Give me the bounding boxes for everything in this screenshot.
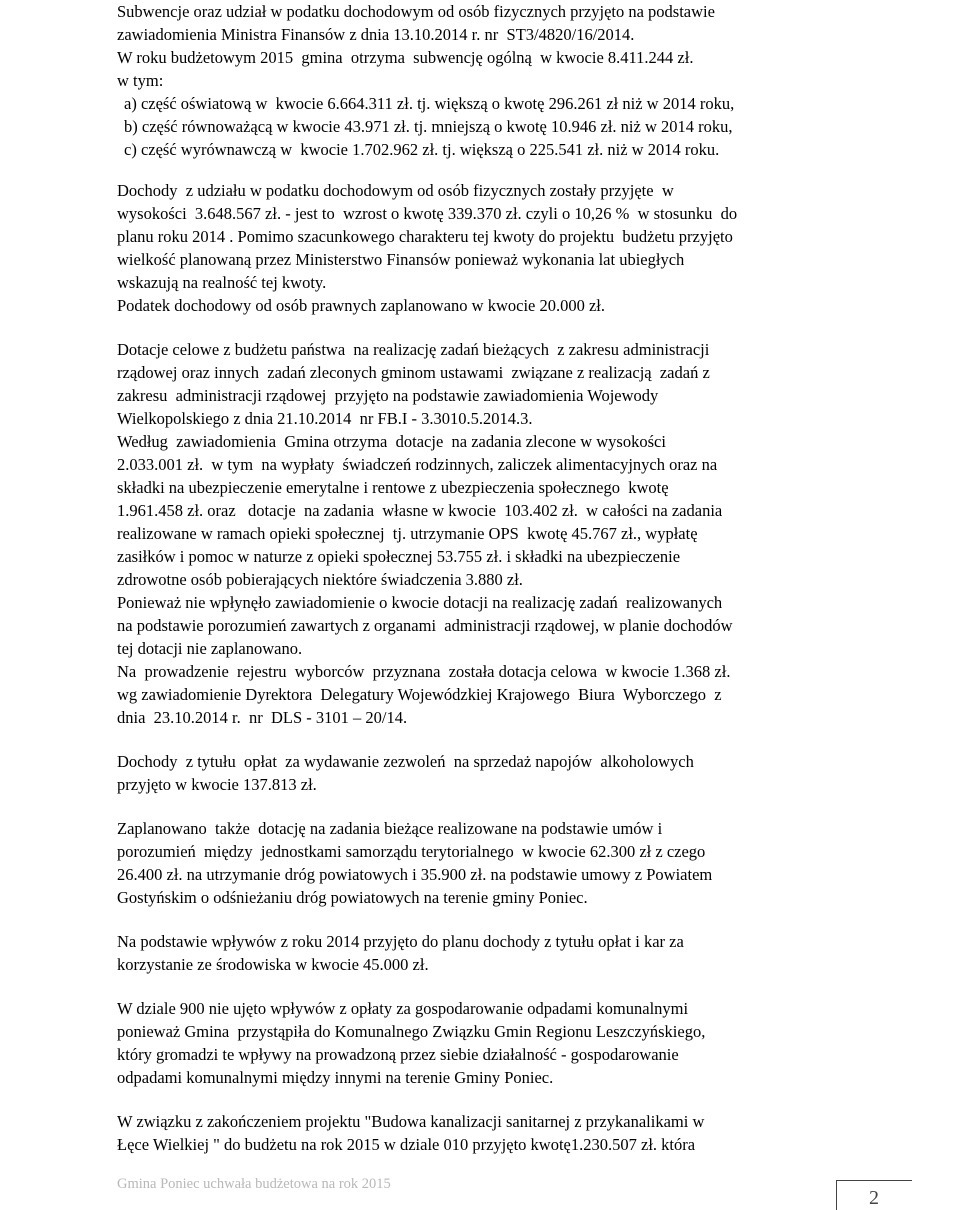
page-number: 2 [836,1180,912,1210]
footer-text: Gmina Poniec uchwała budżetowa na rok 2015 [117,1176,391,1192]
text-line: Wielkopolskiego z dnia 21.10.2014 nr FB.I - 3.3010.5.2014.3. [117,409,533,428]
text-line: 2.033.001 zł. w tym na wypłaty świadczeń rodzinnych, zaliczek alimentacyjnych oraz na [117,455,718,474]
text-line: 26.400 zł. na utrzymanie dróg powiatowych i 35.900 zł. na podstawie umowy z Powiatem [117,865,713,884]
text-line: realizowane w ramach opieki społecznej tj. utrzymanie OPS kwotę 45.767 zł., wypłatę [117,524,698,543]
text-line: Podatek dochodowy od osób prawnych zaplanowano w kwocie 20.000 zł. [117,296,606,315]
text-line: W dziale 900 nie ujęto wpływów z opłaty za gospodarowanie odpadami komunalnymi [117,999,689,1018]
paragraph-dochody-podatek [117,179,847,317]
text-line: na podstawie porozumień zawartych z organami administracji rządowej, w planie dochodów [117,616,733,635]
text-line: Łęce Wielkiej " do budżetu na rok 2015 w dziale 010 przyjęto kwotę1.230.507 zł. która [117,1135,696,1154]
text-line: przyjęto w kwocie 137.813 zł. [117,775,317,794]
text-line: dnia 23.10.2014 r. nr DLS - 3101 – 20/14. [117,708,408,727]
text-line: Ponieważ nie wpłynęło zawiadomienie o kwocie dotacji na realizację zadań realizowanych [117,593,723,612]
text-line: wg zawiadomienie Dyrektora Delegatury Wojewódzkiej Krajowego Biura Wyborczego z [117,685,722,704]
text-line: zasiłków i pomoc w naturze z opieki społecznej 53.755 zł. i składki na ubezpieczenie [117,547,681,566]
text-line: Subwencje oraz udział w podatku dochodowym od osób fizycznych przyjęto na podstawie [117,2,715,21]
text-line: zakresu administracji rządowej przyjęto na podstawie zawiadomienia Wojewody [117,386,659,405]
paragraph-dotacje-celowe [117,338,847,729]
text-line: 1.961.458 zł. oraz dotacje na zadania własne w kwocie 103.402 zł. w całości na zadania [117,501,723,520]
text-line: Dotacje celowe z budżetu państwa na realizację zadań bieżących z zakresu administracji [117,340,710,359]
paragraph-oplaty-alkohol [117,750,847,796]
list-item: a) część oświatową w kwocie 6.664.311 zł. tj. większą o kwotę 296.261 zł niż w 2014 roku, [124,94,735,113]
text-line: odpadami komunalnymi między innymi na terenie Gminy Poniec. [117,1068,554,1087]
paragraph-dotacja-biezaca [117,817,847,909]
text-line: W związku z zakończeniem projektu "Budowa kanalizacji sanitarnej z przykanalikami w [117,1112,705,1131]
text-line: Gostyńskim o odśnieżaniu dróg powiatowych na terenie gminy Poniec. [117,888,588,907]
text-line: wskazują na realność tej kwoty. [117,273,327,292]
text-line: rządowej oraz innych zadań zleconych gminom ustawami związane z realizacją zadań z [117,363,710,382]
paragraph-kanalizacja [117,1110,847,1156]
text-line: zawiadomienia Ministra Finansów z dnia 13.10.2014 r. nr ST3/4820/16/2014. [117,25,635,44]
text-line: Na podstawie wpływów z roku 2014 przyjęto do planu dochody z tytułu opłat i kar za [117,932,684,951]
text-line: w tym: [117,71,164,90]
text-line: ponieważ Gmina przystąpiła do Komunalnego Związku Gmin Regionu Leszczyńskiego, [117,1022,706,1041]
text-line: który gromadzi te wpływy na prowadzoną przez siebie działalność - gospodarowanie [117,1045,679,1064]
text-line: Na prowadzenie rejestru wyborców przyznana została dotacja celowa w kwocie 1.368 zł. [117,662,731,681]
text-line: zdrowotne osób pobierających niektóre świadczenia 3.880 zł. [117,570,523,589]
paragraph-oplaty-srodowisko [117,930,847,976]
text-line: planu roku 2014 . Pomimo szacunkowego charakteru tej kwoty do projektu budżetu przyjęto [117,227,733,246]
text-line: W roku budżetowym 2015 gmina otrzyma subwencję ogólną w kwocie 8.411.244 zł. [117,48,694,67]
text-line: Według zawiadomienia Gmina otrzyma dotacje na zadania zlecone w wysokości [117,432,666,451]
paragraph-dzial-900 [117,997,847,1089]
text-line: Dochody z tytułu opłat za wydawanie zezwoleń na sprzedaż napojów alkoholowych [117,752,694,771]
text-line: wielkość planowaną przez Ministerstwo Finansów ponieważ wykonania lat ubiegłych [117,250,685,269]
text-line: porozumień między jednostkami samorządu terytorialnego w kwocie 62.300 zł z czego [117,842,706,861]
text-line: korzystanie ze środowiska w kwocie 45.000 zł. [117,955,429,974]
list-item: b) część równoważącą w kwocie 43.971 zł. tj. mniejszą o kwotę 10.946 zł. niż w 2014 roku, [124,117,733,136]
text-line: Zaplanowano także dotację na zadania bieżące realizowane na podstawie umów i [117,819,663,838]
document-body [117,0,847,1156]
list-item: c) część wyrównawczą w kwocie 1.702.962 zł. tj. większą o 225.541 zł. niż w 2014 roku. [124,140,720,159]
text-line: składki na ubezpieczenie emerytalne i rentowe z ubezpieczenia społecznego kwotę [117,478,669,497]
text-line: Dochody z udziału w podatku dochodowym od osób fizycznych zostały przyjęte w [117,181,674,200]
text-line: wysokości 3.648.567 zł. - jest to wzrost o kwotę 339.370 zł. czyli o 10,26 % w stosunku do [117,204,738,223]
text-line: tej dotacji nie zaplanowano. [117,639,303,658]
paragraph-subwencje [117,0,847,161]
